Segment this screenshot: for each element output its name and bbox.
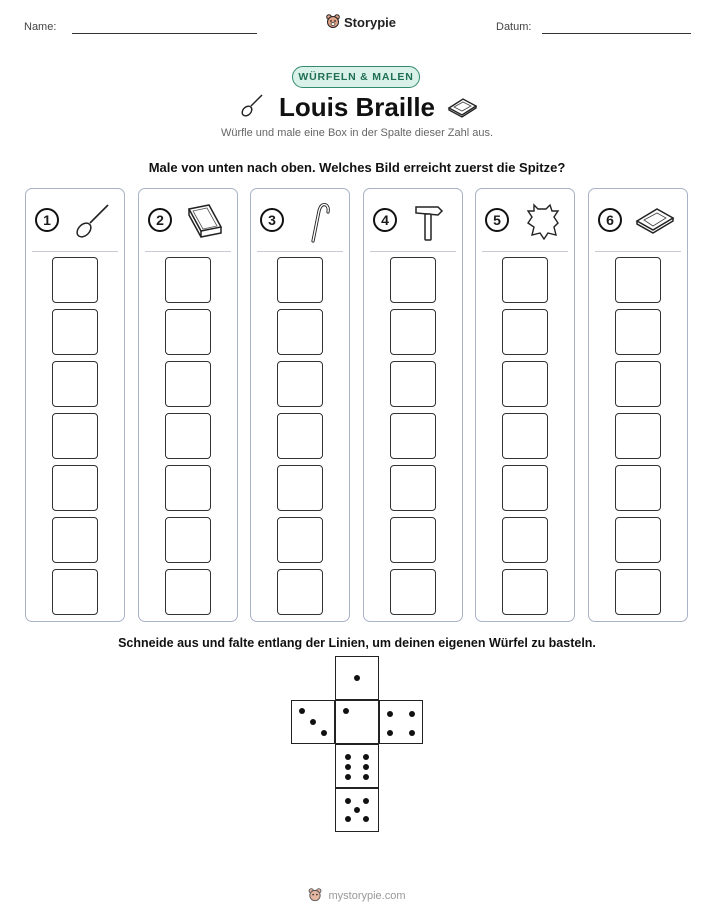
die-pip bbox=[409, 730, 415, 736]
coloring-box[interactable] bbox=[390, 465, 436, 511]
coloring-box[interactable] bbox=[277, 361, 323, 407]
die-pip bbox=[321, 730, 327, 736]
hammer-icon bbox=[408, 199, 452, 243]
coloring-box[interactable] bbox=[52, 257, 98, 303]
die-pip bbox=[345, 816, 351, 822]
die-pip bbox=[387, 730, 393, 736]
coloring-box[interactable] bbox=[165, 569, 211, 615]
column-5 bbox=[475, 188, 575, 622]
coloring-box[interactable] bbox=[615, 569, 661, 615]
column-divider bbox=[482, 251, 568, 252]
column-divider bbox=[370, 251, 456, 252]
die-pip bbox=[345, 764, 351, 770]
coloring-box[interactable] bbox=[277, 517, 323, 563]
die-pip bbox=[363, 798, 369, 804]
die-pip bbox=[354, 807, 360, 813]
coloring-box[interactable] bbox=[502, 361, 548, 407]
die-pip bbox=[363, 816, 369, 822]
name-line[interactable] bbox=[72, 33, 257, 34]
coloring-box[interactable] bbox=[390, 517, 436, 563]
die-pip bbox=[343, 708, 349, 714]
coloring-box[interactable] bbox=[502, 569, 548, 615]
coloring-box[interactable] bbox=[502, 257, 548, 303]
bear-icon bbox=[308, 888, 322, 903]
coloring-box[interactable] bbox=[390, 309, 436, 355]
coloring-box[interactable] bbox=[390, 361, 436, 407]
coloring-box[interactable] bbox=[52, 413, 98, 459]
coloring-box[interactable] bbox=[502, 465, 548, 511]
coloring-box[interactable] bbox=[502, 517, 548, 563]
footer bbox=[0, 888, 714, 903]
column-divider bbox=[32, 251, 118, 252]
footer-url[interactable]: mystorypie.com bbox=[328, 889, 406, 902]
column-number: 6 bbox=[598, 208, 622, 232]
bear-icon bbox=[326, 14, 340, 30]
date-label: Datum: bbox=[496, 21, 532, 33]
coloring-instruction: Male von unten nach oben. Welches Bild erreicht zuerst die Spitze? bbox=[148, 160, 566, 175]
cane-icon bbox=[295, 199, 339, 243]
die-face-1 bbox=[335, 656, 379, 700]
column-number: 3 bbox=[260, 208, 284, 232]
die-face-5 bbox=[335, 788, 379, 832]
slate-icon bbox=[446, 96, 478, 118]
die-pip bbox=[310, 719, 316, 725]
die-pip bbox=[299, 708, 305, 714]
brand-name: Storypie bbox=[344, 14, 397, 30]
column-divider bbox=[145, 251, 231, 252]
coloring-box[interactable] bbox=[277, 309, 323, 355]
column-divider bbox=[257, 251, 343, 252]
coloring-box[interactable] bbox=[615, 517, 661, 563]
die-face-4 bbox=[379, 700, 423, 744]
coloring-box[interactable] bbox=[52, 465, 98, 511]
coloring-box[interactable] bbox=[52, 309, 98, 355]
coloring-box[interactable] bbox=[165, 465, 211, 511]
coloring-box[interactable] bbox=[165, 257, 211, 303]
die-pip bbox=[345, 754, 351, 760]
page-subtitle: Würfle und male eine Box in der Spalte dieser Zahl aus. bbox=[220, 127, 494, 139]
coloring-box[interactable] bbox=[502, 413, 548, 459]
brand-logo bbox=[326, 14, 396, 30]
coloring-box[interactable] bbox=[52, 517, 98, 563]
coloring-box[interactable] bbox=[277, 413, 323, 459]
coloring-box[interactable] bbox=[390, 413, 436, 459]
name-label: Name: bbox=[24, 21, 57, 33]
column-number: 4 bbox=[373, 208, 397, 232]
date-line[interactable] bbox=[542, 33, 691, 34]
column-3 bbox=[250, 188, 350, 622]
column-2 bbox=[138, 188, 238, 622]
coloring-box[interactable] bbox=[52, 569, 98, 615]
column-number: 5 bbox=[485, 208, 509, 232]
coloring-box[interactable] bbox=[165, 309, 211, 355]
die-pip bbox=[345, 774, 351, 780]
coloring-box[interactable] bbox=[615, 413, 661, 459]
coloring-box[interactable] bbox=[165, 413, 211, 459]
coloring-box[interactable] bbox=[390, 257, 436, 303]
coloring-box[interactable] bbox=[615, 361, 661, 407]
column-divider bbox=[595, 251, 681, 252]
slate-icon bbox=[633, 199, 677, 243]
die-pip bbox=[409, 711, 415, 717]
die-face-3 bbox=[291, 700, 335, 744]
page-title: Louis Braille bbox=[278, 92, 436, 122]
coloring-box[interactable] bbox=[165, 517, 211, 563]
die-pip bbox=[387, 711, 393, 717]
coloring-box[interactable] bbox=[277, 569, 323, 615]
column-number: 1 bbox=[35, 208, 59, 232]
column-1 bbox=[25, 188, 125, 622]
activity-badge: WÜRFELN & MALEN bbox=[292, 66, 420, 88]
die-pip bbox=[345, 798, 351, 804]
coloring-box[interactable] bbox=[615, 309, 661, 355]
die-face-1 bbox=[335, 700, 379, 744]
coloring-box[interactable] bbox=[165, 361, 211, 407]
coloring-box[interactable] bbox=[615, 257, 661, 303]
leather-hide-icon bbox=[520, 199, 564, 243]
coloring-box[interactable] bbox=[615, 465, 661, 511]
coloring-box[interactable] bbox=[502, 309, 548, 355]
coloring-box[interactable] bbox=[390, 569, 436, 615]
column-number: 2 bbox=[148, 208, 172, 232]
die-pip bbox=[363, 754, 369, 760]
die-pip bbox=[363, 764, 369, 770]
column-4 bbox=[363, 188, 463, 622]
die-pip bbox=[354, 675, 360, 681]
coloring-box[interactable] bbox=[52, 361, 98, 407]
cut-instruction: Schneide aus und falte entlang der Linien, um deinen eigenen Würfel zu basteln. bbox=[118, 636, 596, 650]
awl-icon bbox=[70, 199, 114, 243]
die-face-6 bbox=[335, 744, 379, 788]
column-6 bbox=[588, 188, 688, 622]
coloring-box[interactable] bbox=[277, 257, 323, 303]
die-pip bbox=[363, 774, 369, 780]
coloring-box[interactable] bbox=[277, 465, 323, 511]
book-icon bbox=[183, 199, 227, 243]
